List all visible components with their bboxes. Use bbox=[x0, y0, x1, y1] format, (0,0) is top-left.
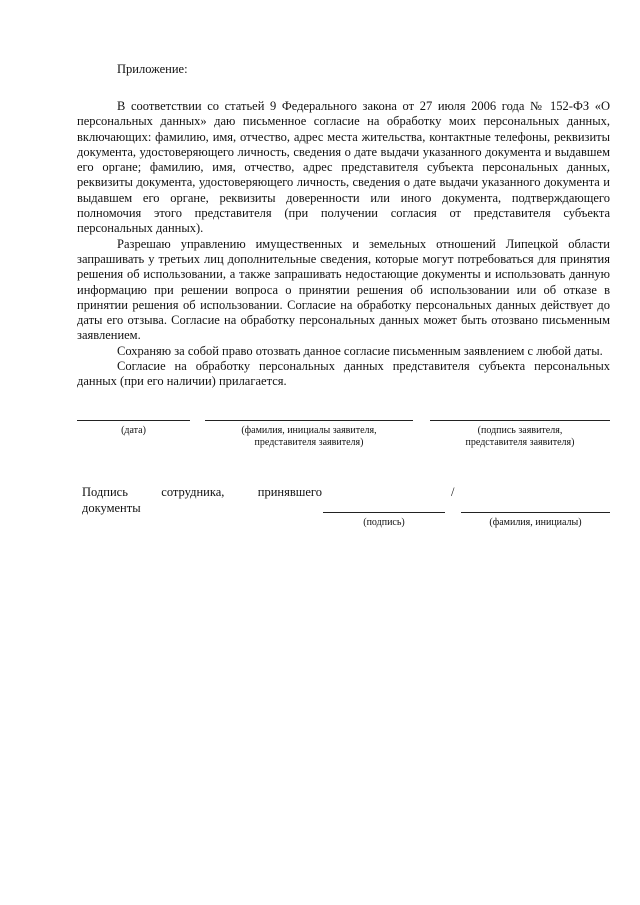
applicant-signature-row bbox=[0, 420, 640, 460]
employee-label-line2: документы bbox=[82, 501, 141, 515]
paragraph-revocation: Сохраняю за собой право отозвать данное согласие письменным заявлением с любой даты. bbox=[117, 343, 603, 358]
employee-label-line1: Подпись сотрудника, принявшего bbox=[82, 485, 322, 499]
paragraph-permission: Разрешаю управлению имущественных и земельных отношений Липецкой области запрашивать у третьих лиц дополнительные сведения, которые могут потребоваться для принятия решения об использовании, а также запрашивать недостающие документы и использовать данную информацию при решении вопроса о принятии решения об использовании или об отказе в принятии решения об использовании. Согласие на обработку персональных данных действует до даты его отзыва. Согласие на обработку персональных данных может быть отозвано письменным заявлением. bbox=[77, 236, 610, 343]
consent-text bbox=[77, 99, 610, 390]
employee-sign-block bbox=[323, 512, 445, 529]
signature-separator: / bbox=[451, 485, 455, 499]
date-caption: (дата) bbox=[121, 425, 146, 436]
employee-signature-label bbox=[82, 484, 322, 516]
name-caption: (фамилия, инициалы заявителя, представителя заявителя) bbox=[241, 425, 377, 448]
applicant-sign-caption: (подпись заявителя, представителя заявителя) bbox=[465, 425, 575, 448]
name-signature-block bbox=[205, 420, 413, 449]
applicant-sign-block bbox=[430, 420, 610, 449]
date-signature-block bbox=[77, 420, 190, 437]
employee-name-block bbox=[461, 512, 610, 529]
employee-name-caption: (фамилия, инициалы) bbox=[489, 517, 582, 528]
paragraph-consent: В соответствии со статьей 9 Федерального закона от 27 июля 2006 года № 152-ФЗ «О персональных данных» даю письменное согласие на обработку моих персональных данных, включающих: фамилию, имя, отчество, адрес места жительства, контактные телефоны, реквизиты документа, удостоверяющего личность, сведения о дате выдачи указанного документа и выдавшем его органе; фамилию, имя, отчество, адрес представителя субъекта персональных данных, реквизиты документа, удостоверяющего личность, сведения о дате выдачи указанного документа и выдавшем его органе, реквизиты доверенности или иного документа, подтверждающего полномочия этого представителя (при получении согласия от представителя субъекта персональных данных). bbox=[77, 99, 610, 236]
employee-sign-caption: (подпись) bbox=[363, 517, 405, 528]
paragraph-attachment: Согласие на обработку персональных данных представителя субъекта персональных данных (при его наличии) прилагается. bbox=[77, 359, 610, 389]
document-heading: Приложение: bbox=[117, 62, 188, 76]
